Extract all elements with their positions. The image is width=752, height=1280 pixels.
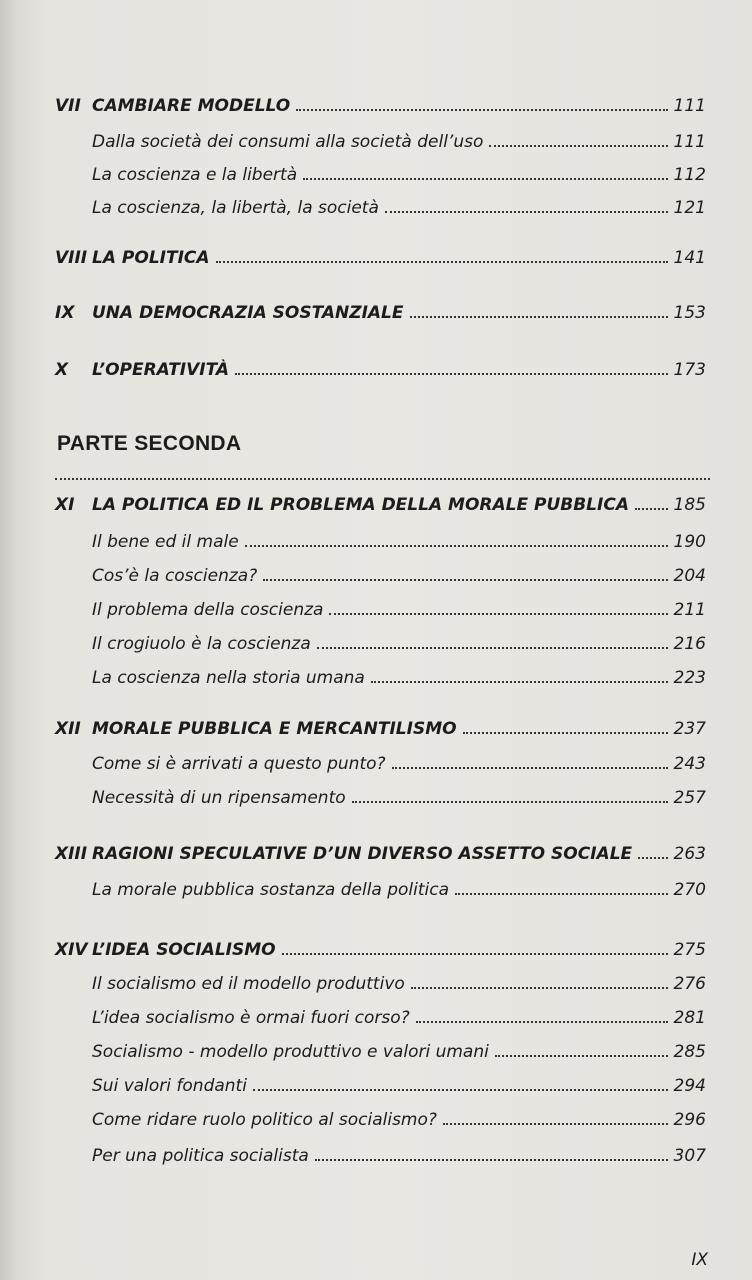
page-number: 111 — [673, 96, 706, 116]
section-title: Cos’è la coscienza? — [92, 566, 258, 586]
chapter-title: RAGIONI SPECULATIVE D’UN DIVERSO ASSETTO SOCIALE — [92, 844, 633, 864]
toc-section-entry — [0, 1034, 752, 1066]
leader-dots — [296, 109, 667, 111]
section-title: Sui valori fondanti — [92, 1076, 247, 1096]
toc-section-entry — [0, 780, 752, 812]
chapter-title: LA POLITICA — [92, 248, 210, 268]
chapter-number: XIV — [55, 940, 88, 960]
toc-chapter-entry — [0, 352, 752, 384]
leader-dots — [282, 953, 668, 955]
leader-dots — [495, 1055, 668, 1057]
toc-section-entry — [0, 558, 752, 590]
page-number: 243 — [673, 754, 706, 774]
page-number: 185 — [673, 495, 706, 515]
leader-dots — [463, 732, 668, 734]
toc-section-entry — [0, 524, 752, 556]
page-number: 275 — [673, 940, 706, 960]
page-number: 307 — [673, 1146, 706, 1166]
section-title: Come si è arrivati a questo punto? — [92, 754, 386, 774]
page-number: 237 — [673, 719, 706, 739]
leader-dots — [235, 373, 668, 375]
chapter-number: IX — [55, 303, 75, 323]
page-number: 111 — [673, 132, 706, 152]
leader-dots — [315, 1159, 668, 1161]
page-number: 204 — [673, 566, 706, 586]
toc-chapter-entry — [0, 295, 752, 327]
section-title: La coscienza, la libertà, la società — [92, 198, 379, 218]
section-title: La morale pubblica sostanza della politica — [92, 880, 450, 900]
section-title: Necessità di un ripensamento — [92, 788, 346, 808]
chapter-title: L’OPERATIVITÀ — [92, 360, 230, 380]
leader-dots — [352, 801, 668, 803]
page-number: 263 — [673, 844, 706, 864]
leader-dots — [638, 857, 667, 859]
toc-section-entry — [0, 872, 752, 904]
leader-dots — [635, 508, 668, 510]
page-number: 173 — [673, 360, 706, 380]
toc-chapter-entry — [0, 487, 752, 519]
leader-dots — [371, 681, 668, 683]
toc-section-entry — [0, 190, 752, 222]
page-number: 141 — [673, 248, 706, 268]
toc-section-entry — [0, 157, 752, 189]
section-title: Come ridare ruolo politico al socialismo? — [92, 1110, 437, 1130]
section-title: Per una politica socialista — [92, 1146, 309, 1166]
toc-section-entry — [0, 124, 752, 156]
toc-chapter-entry — [0, 88, 752, 120]
chapter-number: X — [55, 360, 69, 380]
leader-dots — [385, 211, 668, 213]
chapter-number: VII — [55, 96, 81, 116]
page-number: 276 — [673, 974, 706, 994]
leader-dots — [443, 1123, 668, 1125]
section-title: Dalla società dei consumi alla società dell’uso — [92, 132, 484, 152]
page-number: 285 — [673, 1042, 706, 1062]
section-title: Il bene ed il male — [92, 532, 239, 552]
chapter-number: XIII — [55, 844, 88, 864]
toc-section-entry — [0, 626, 752, 658]
toc-section-entry — [0, 1138, 752, 1170]
page-number: 216 — [673, 634, 706, 654]
leader-dots — [263, 579, 667, 581]
page-number: 296 — [673, 1110, 706, 1130]
chapter-title: CAMBIARE MODELLO — [92, 96, 291, 116]
toc-section-entry — [0, 660, 752, 692]
toc-section-entry — [0, 746, 752, 778]
toc-section-entry — [0, 1068, 752, 1100]
section-title: Socialismo - modello produttivo e valori umani — [92, 1042, 489, 1062]
leader-dots — [410, 316, 668, 318]
part-heading-rule — [55, 478, 710, 480]
toc-chapter-entry — [0, 836, 752, 868]
leader-dots — [329, 613, 667, 615]
page-folio: IX — [691, 1250, 708, 1270]
leader-dots — [303, 178, 667, 180]
leader-dots — [455, 893, 668, 895]
section-title: Il socialismo ed il modello produttivo — [92, 974, 405, 994]
chapter-number: VIII — [55, 248, 88, 268]
leader-dots — [245, 545, 668, 547]
part-heading: PARTE SECONDA — [57, 432, 242, 455]
section-title: La coscienza nella storia umana — [92, 668, 365, 688]
page-number: 257 — [673, 788, 706, 808]
leader-dots — [317, 647, 668, 649]
leader-dots — [253, 1089, 668, 1091]
page-number: 121 — [673, 198, 706, 218]
toc-chapter-entry — [0, 711, 752, 743]
section-title: L’idea socialismo è ormai fuori corso? — [92, 1008, 410, 1028]
leader-dots — [489, 145, 667, 147]
page-number: 112 — [673, 165, 706, 185]
section-title: La coscienza e la libertà — [92, 165, 298, 185]
leader-dots — [392, 767, 668, 769]
chapter-title: UNA DEMOCRAZIA SOSTANZIALE — [92, 303, 404, 323]
page-number: 211 — [673, 600, 706, 620]
toc-section-entry — [0, 592, 752, 624]
toc-section-entry — [0, 1000, 752, 1032]
toc-chapter-entry — [0, 240, 752, 272]
chapter-title: LA POLITICA ED IL PROBLEMA DELLA MORALE PUBBLICA — [92, 495, 629, 515]
page-number: 153 — [673, 303, 706, 323]
leader-dots — [416, 1021, 668, 1023]
toc-section-entry — [0, 1102, 752, 1134]
page-number: 281 — [673, 1008, 706, 1028]
chapter-title: L’IDEA SOCIALISMO — [92, 940, 276, 960]
chapter-title: MORALE PUBBLICA E MERCANTILISMO — [92, 719, 457, 739]
chapter-number: XII — [55, 719, 81, 739]
leader-dots — [216, 261, 668, 263]
page-number: 190 — [673, 532, 706, 552]
page-number: 223 — [673, 668, 706, 688]
page-number: 294 — [673, 1076, 706, 1096]
toc-section-entry — [0, 966, 752, 998]
section-title: Il problema della coscienza — [92, 600, 324, 620]
leader-dots — [411, 987, 668, 989]
toc-chapter-entry — [0, 932, 752, 964]
chapter-number: XI — [55, 495, 75, 515]
page-number: 270 — [673, 880, 706, 900]
section-title: Il crogiuolo è la coscienza — [92, 634, 311, 654]
